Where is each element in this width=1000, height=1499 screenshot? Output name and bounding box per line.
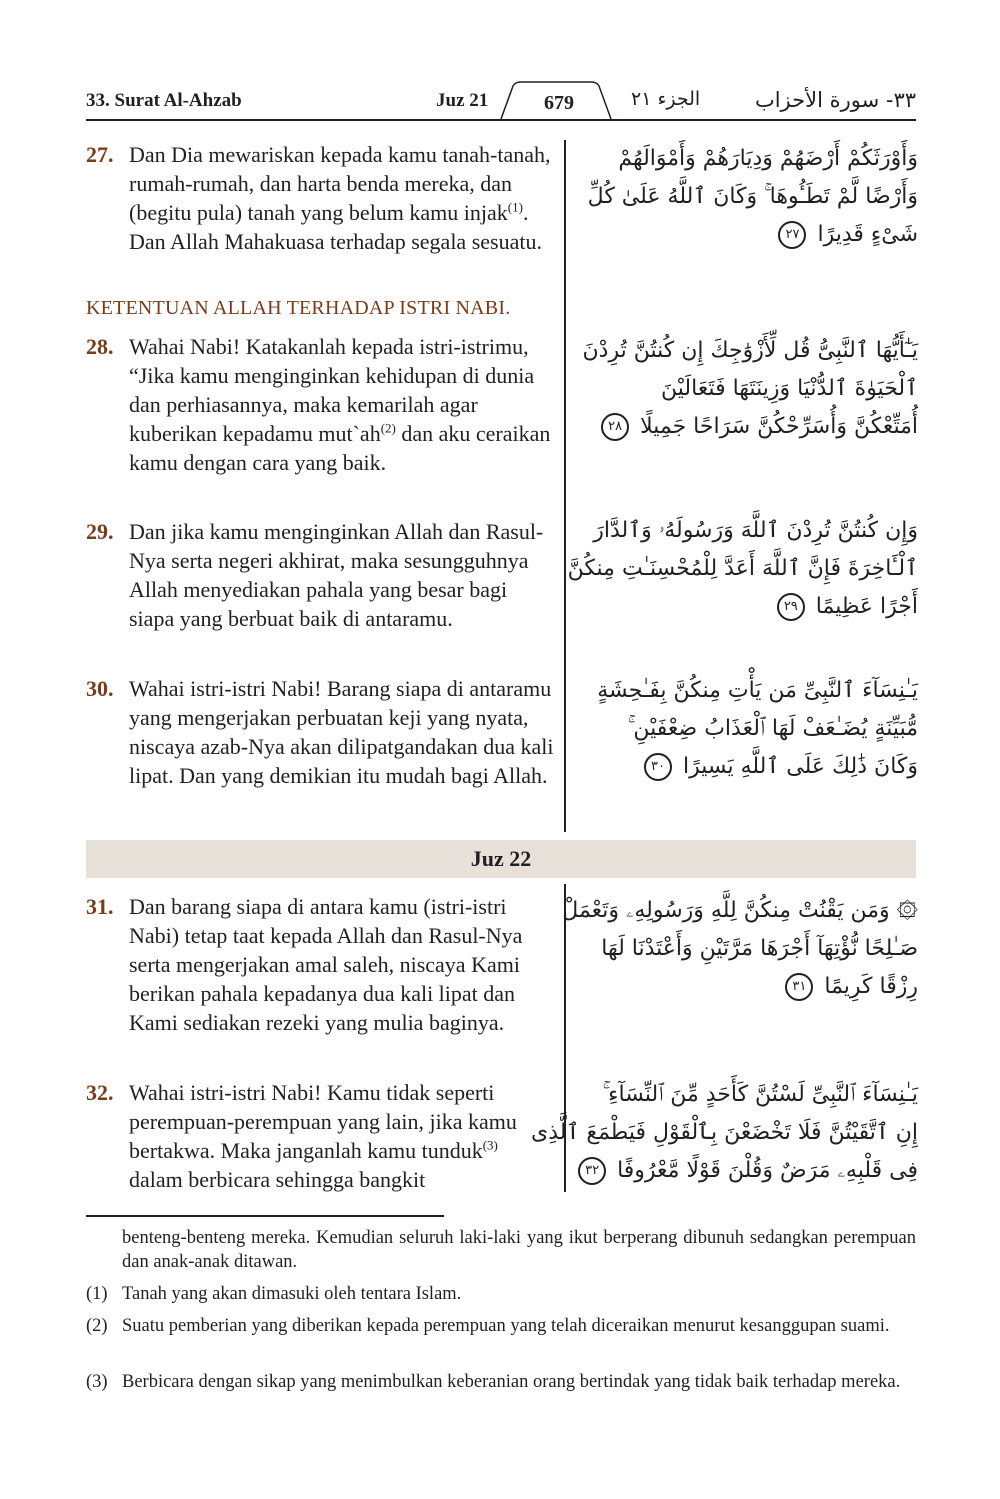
- verse-text-cont: dalam berbicara sehingga bangkit: [129, 1167, 426, 1192]
- verse-32-translation: [86, 1078, 556, 1194]
- ayah-end-marker: ٣٢: [578, 1157, 606, 1185]
- verse-number: 27.: [86, 142, 114, 167]
- footnote-3: [86, 1370, 916, 1394]
- arabic-line: شَىْءٍ قَدِيرًا: [817, 222, 918, 247]
- footnote-marker: (2): [86, 1316, 108, 1336]
- arabic-line: أَجْرًا عَظِيمًا: [815, 594, 918, 619]
- arabic-line: يَـٰٓأَيُّهَا ٱلنَّبِىُّ قُل لِّأَزْوَٰجِكَ إِن كُنتُنَّ تُرِدْنَ: [582, 338, 918, 363]
- arabic-line: ۞ وَمَن يَقْنُتْ مِنكُنَّ لِلَّهِ وَرَسُولِهِۦ وَتَعْمَلْ: [562, 898, 918, 923]
- footnote-ref: (2): [380, 420, 396, 436]
- verse-number: 29.: [86, 519, 114, 544]
- verse-text: Dan jika kamu menginginkan Allah dan Rasul-Nya serta negeri akhirat, maka sesungguhnya Allah menyediakan pahala yang besar bagi siapa yang berbuat baik di antaramu.: [129, 519, 544, 631]
- ayah-end-marker: ٣٠: [644, 753, 672, 781]
- arabic-line: وَأَوْرَثَكُمْ أَرْضَهُمْ وَدِيَارَهُمْ وَأَمْوَالَهُمْ: [618, 146, 918, 171]
- verse-29-translation: [86, 517, 556, 633]
- arabic-line: مُّبَيِّنَةٍ يُضَـٰعَفْ لَهَا ٱلْعَذَابُ ضِعْفَيْنِ ۚ: [627, 716, 918, 741]
- juz-label-latin: Juz 21: [436, 90, 489, 111]
- arabic-line: ٱلْحَيَوٰةَ ٱلدُّنْيَا وَزِينَتَهَا فَتَعَالَيْنَ: [661, 376, 918, 401]
- arabic-line: يَـٰنِسَآءَ ٱلنَّبِىِّ مَن يَأْتِ مِنكُنَّ بِفَـٰحِشَةٍ: [597, 678, 918, 703]
- verse-number: 28.: [86, 334, 114, 359]
- verse-text: Wahai istri-istri Nabi! Barang siapa di antaramu yang mengerjakan perbuatan keji yang nyata, niscaya azab-Nya akan dilipatgandakan dua kali lipat. Dan yang demikian itu mudah bagi Allah.: [129, 676, 554, 788]
- surah-title-latin: 33. Surat Al-Ahzab: [86, 90, 242, 111]
- verse-text-cont: . Dan Allah Mahakuasa terhadap segala sesuatu.: [129, 200, 542, 254]
- verse-number: 30.: [86, 676, 114, 701]
- footnote-rule: [86, 1215, 444, 1217]
- arabic-line: رِزْقًا كَرِيمًا: [824, 974, 918, 999]
- verse-text: Wahai istri-istri Nabi! Kamu tidak seperti perempuan-perempuan yang lain, jika kamu bertakwa. Maka janganlah kamu tunduk: [129, 1080, 517, 1163]
- verse-text-cont: dan aku ceraikan kamu dengan cara yang baik.: [129, 421, 551, 475]
- verse-number: 31.: [86, 894, 114, 919]
- page-header: [86, 86, 916, 122]
- footnote-text: Suatu pemberian yang diberikan kepada perempuan yang telah diceraikan menurut kesanggupan suami.: [122, 1316, 890, 1336]
- footnote-text: benteng-benteng mereka. Kemudian seluruh laki-laki yang ikut berperang dibunuh sedangkan perempuan dan anak-anak ditawan.: [122, 1228, 916, 1272]
- verse-text: Wahai Nabi! Katakanlah kepada istri-istrimu, “Jika kamu menginginkan kehidupan di dunia dan perhiasannya, maka kemarilah agar kuberikan kepadamu mut`ah: [129, 334, 535, 446]
- surah-title-arabic: ٣٣- سورة الأحزاب: [754, 88, 916, 112]
- arabic-line: يَـٰنِسَآءَ ٱلنَّبِىِّ لَسْتُنَّ كَأَحَدٍ مِّنَ ٱلنِّسَآءِ ۚ: [602, 1082, 918, 1107]
- arabic-line: وَإِن كُنتُنَّ تُرِدْنَ ٱللَّهَ وَرَسُولَهُۥ وَٱلدَّارَ: [593, 518, 918, 543]
- arabic-line: إِنِ ٱتَّقَيْتُنَّ فَلَا تَخْضَعْنَ بِٱلْقَوْلِ فَيَطْمَعَ ٱلَّذِى: [531, 1120, 918, 1145]
- footnote-marker: (3): [86, 1372, 108, 1392]
- arabic-line: فِى قَلْبِهِۦ مَرَضٌ وَقُلْنَ قَوْلًا مَّعْرُوفًا: [617, 1158, 918, 1183]
- column-divider-top: [564, 140, 566, 832]
- arabic-line: صَـٰلِحًا نُّؤْتِهَآ أَجْرَهَا مَرَّتَيْنِ وَأَعْتَدْنَا لَهَا: [601, 936, 918, 961]
- verse-31-translation: [86, 892, 556, 1037]
- juz-label-arabic: الجزء ٢١: [631, 88, 701, 110]
- footnote-2: [86, 1314, 916, 1338]
- ayah-end-marker: ٢٨: [601, 413, 629, 441]
- footnote-continuation: [86, 1226, 916, 1274]
- page-number: 679: [544, 92, 574, 114]
- footnote-1: [86, 1282, 916, 1306]
- header-rule: [86, 119, 916, 121]
- ayah-end-marker: ٣١: [785, 973, 813, 1001]
- arabic-line: وَأَرْضًا لَّمْ تَطَـُٔوهَا ۚ وَكَانَ ٱللَّهُ عَلَىٰ كُلِّ: [587, 184, 918, 209]
- arabic-verse-29: [567, 512, 918, 626]
- arabic-line: أُمَتِّعْكُنَّ وَأُسَرِّحْكُنَّ سَرَاحًا جَمِيلًا: [640, 414, 918, 439]
- footnote-marker: (1): [86, 1284, 108, 1304]
- ayah-end-marker: ٢٧: [778, 221, 806, 249]
- arabic-verse-28: [582, 332, 918, 446]
- footnote-text: Tanah yang akan dimasuki oleh tentara Islam.: [122, 1284, 462, 1304]
- arabic-verse-27: [587, 140, 918, 254]
- arabic-line: وَكَانَ ذَٰلِكَ عَلَى ٱللَّهِ يَسِيرًا: [682, 754, 918, 779]
- footnote-ref: (3): [482, 1137, 498, 1153]
- arabic-line: ٱلْـَٔاخِرَةَ فَإِنَّ ٱللَّهَ أَعَدَّ لِلْمُحْسِنَـٰتِ مِنكُنَّ: [567, 556, 918, 581]
- arabic-verse-31: [562, 892, 918, 1006]
- footnote-ref: (1): [507, 199, 523, 215]
- arabic-verse-32: [531, 1076, 918, 1190]
- verse-30-translation: [86, 674, 556, 790]
- verse-text: Dan Dia mewariskan kepada kamu tanah-tanah, rumah-rumah, dan harta benda mereka, dan (begitu pula) tanah yang belum kamu injak: [129, 142, 551, 225]
- verse-text: Dan barang siapa di antara kamu (istri-istri Nabi) tetap taat kepada Allah dan Rasul-Nya serta mengerjakan amal saleh, niscaya Kami berikan pahala kepadanya dua kali lipat dan Kami sediakan rezeki yang mulia baginya.: [129, 894, 523, 1035]
- section-heading: KETENTUAN ALLAH TERHADAP ISTRI NABI.: [86, 297, 511, 319]
- verse-28-translation: [86, 332, 556, 477]
- verse-number: 32.: [86, 1080, 114, 1105]
- footnote-text: Berbicara dengan sikap yang menimbulkan keberanian orang bertindak yang tidak baik terhadap mereka.: [122, 1372, 901, 1392]
- ayah-end-marker: ٢٩: [777, 593, 805, 621]
- verse-27-translation: [86, 140, 556, 256]
- arabic-verse-30: [590, 672, 918, 786]
- juz-divider-band: Juz 22: [86, 840, 916, 878]
